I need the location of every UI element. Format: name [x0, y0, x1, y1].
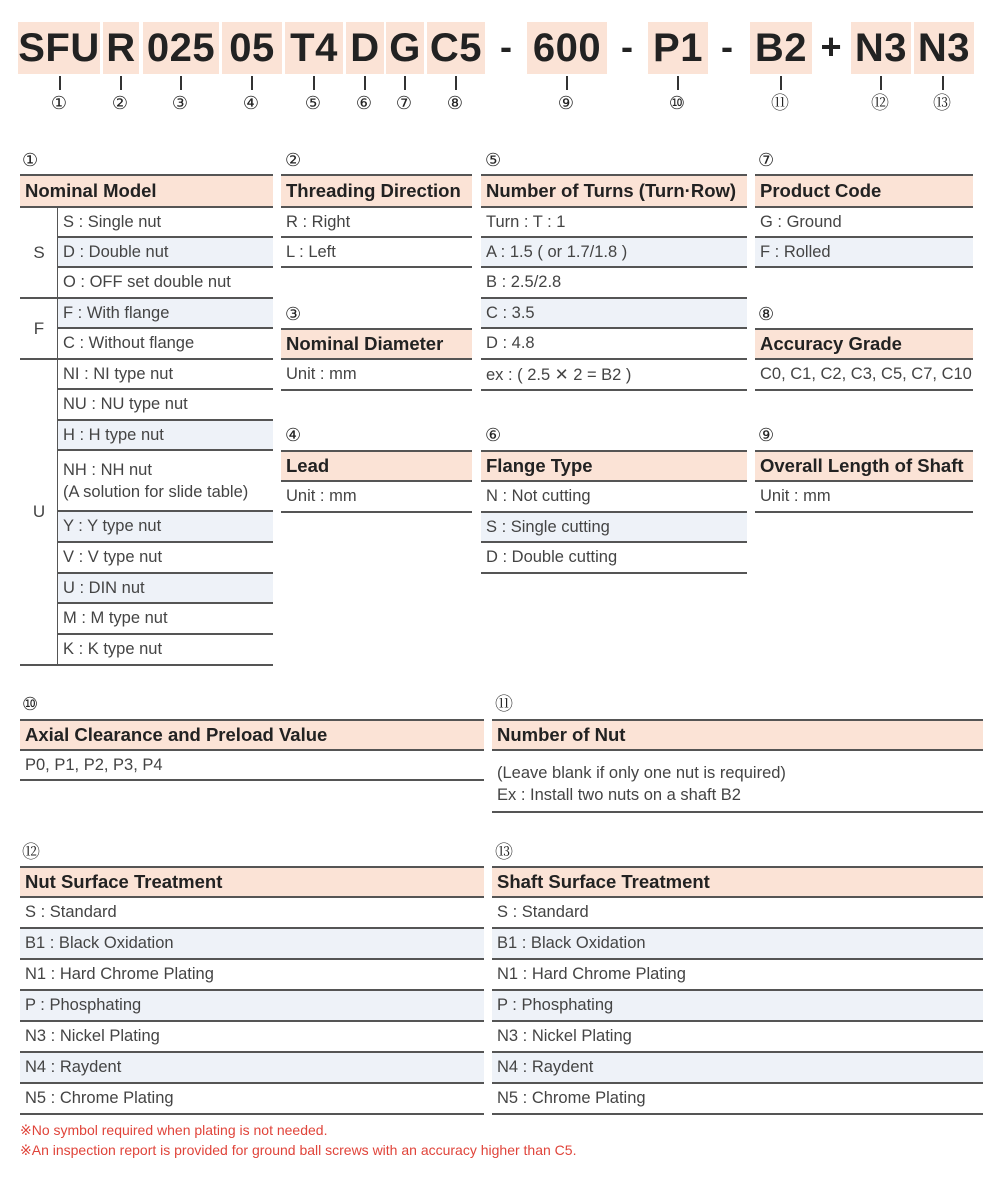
code-tick	[455, 76, 457, 90]
list-item: S : Single nut	[58, 208, 273, 238]
list-item: F : With flange	[58, 299, 273, 329]
footnote: ※An inspection report is provided for ground ball screws with an accuracy higher than C5.	[20, 1142, 577, 1158]
list-item: M : M type nut	[58, 604, 273, 635]
list-item: N1 : Hard Chrome Plating	[20, 960, 484, 991]
code-number: ⑫	[871, 93, 889, 113]
code-segment-nut-count: B2	[750, 22, 812, 74]
section-number: ⑬	[495, 842, 513, 862]
list-item: B1 : Black Oxidation	[20, 929, 484, 960]
section-title-nominal-diameter: Nominal Diameter	[281, 328, 472, 360]
code-segment-nut-surface: N3	[851, 22, 911, 74]
code-segment-flange-type: D	[346, 22, 384, 74]
code-tick	[120, 76, 122, 90]
code-number: ⑬	[933, 93, 951, 113]
section-number: ②	[285, 150, 302, 170]
code-tick	[404, 76, 406, 90]
code-number: ④	[242, 93, 260, 113]
section-title-axial-clearance: Axial Clearance and Preload Value	[20, 719, 484, 751]
section-title-product-code: Product Code	[755, 174, 973, 208]
code-tick	[880, 76, 882, 90]
list-item: NU : NU type nut	[58, 390, 273, 421]
list-item: C0, C1, C2, C3, C5, C7, C10	[755, 360, 973, 391]
code-segment-product-code: G	[386, 22, 424, 74]
list-item: G : Ground	[755, 208, 973, 238]
list-item-line: Ex : Install two nuts on a shaft B2	[497, 786, 741, 804]
code-dash-2: -	[621, 26, 633, 67]
code-segment-thread-direction: R	[103, 22, 139, 74]
list-item: F : Rolled	[755, 238, 973, 268]
list-item: H : H type nut	[58, 421, 273, 451]
code-number: ⑥	[355, 93, 373, 113]
list-item: N5 : Chrome Plating	[492, 1084, 983, 1115]
group-label-u: U	[20, 360, 58, 666]
code-tick	[364, 76, 366, 90]
section-number: ④	[285, 425, 302, 445]
code-number: ⑩	[668, 93, 686, 113]
section-title-nominal-model: Nominal Model	[20, 174, 273, 208]
list-item: U : DIN nut	[58, 574, 273, 604]
list-item	[492, 751, 983, 813]
code-tick	[251, 76, 253, 90]
list-item: N1 : Hard Chrome Plating	[492, 960, 983, 991]
code-segment-accuracy: C5	[427, 22, 485, 74]
code-number: ⑦	[395, 93, 413, 113]
list-item: N : Not cutting	[481, 482, 747, 513]
list-item: L : Left	[281, 238, 472, 268]
code-number: ⑪	[771, 93, 789, 113]
list-item: Unit : mm	[755, 482, 973, 513]
section-title-threading-direction: Threading Direction	[281, 174, 472, 208]
list-item: K : K type nut	[58, 635, 273, 666]
list-item: N4 : Raydent	[492, 1053, 983, 1084]
list-item: C : 3.5	[481, 299, 747, 329]
section-title-lead: Lead	[281, 450, 472, 482]
section-title-accuracy-grade: Accuracy Grade	[755, 328, 973, 360]
code-tick	[566, 76, 568, 90]
list-item: Unit : mm	[281, 482, 472, 513]
code-number: ②	[111, 93, 129, 113]
section-number: ③	[285, 304, 302, 324]
list-item: Turn : T : 1	[481, 208, 747, 238]
code-segment-preload: P1	[648, 22, 708, 74]
list-item: R : Right	[281, 208, 472, 238]
section-number: ⑨	[758, 425, 775, 445]
list-item: S : Standard	[20, 898, 484, 929]
code-tick	[780, 76, 782, 90]
list-item: O : OFF set double nut	[58, 268, 273, 299]
code-tick	[942, 76, 944, 90]
list-item: P : Phosphating	[492, 991, 983, 1022]
section-number: ⑤	[485, 150, 502, 170]
group-label-s: S	[20, 208, 58, 299]
list-item-line: (A solution for slide table)	[63, 482, 249, 501]
code-segment-nominal-diameter: 025	[143, 22, 219, 74]
footnote: ※No symbol required when plating is not needed.	[20, 1122, 328, 1138]
code-number: ⑤	[304, 93, 322, 113]
code-segment-shaft-surface: N3	[914, 22, 974, 74]
list-item: V : V type nut	[58, 543, 273, 574]
code-plus: +	[820, 26, 842, 67]
list-item: D : 4.8	[481, 329, 747, 360]
section-title-nut-surface: Nut Surface Treatment	[20, 866, 484, 898]
code-segment-turns: T4	[285, 22, 343, 74]
list-item: B : 2.5/2.8	[481, 268, 747, 299]
list-item: N5 : Chrome Plating	[20, 1084, 484, 1115]
code-number: ⑨	[557, 93, 575, 113]
section-number: ⑧	[758, 304, 775, 324]
list-item: C : Without flange	[58, 329, 273, 360]
list-item-line: NH : NH nut	[63, 460, 152, 479]
section-title-shaft-surface: Shaft Surface Treatment	[492, 866, 983, 898]
list-item: S : Single cutting	[481, 513, 747, 543]
code-number: ①	[50, 93, 68, 113]
code-segment-lead: 05	[222, 22, 282, 74]
list-item: Unit : mm	[281, 360, 472, 391]
section-number: ①	[22, 150, 39, 170]
list-item: B1 : Black Oxidation	[492, 929, 983, 960]
list-item: Y : Y type nut	[58, 512, 273, 543]
list-item: N4 : Raydent	[20, 1053, 484, 1084]
list-item: N3 : Nickel Plating	[492, 1022, 983, 1053]
section-title-number-of-turns: Number of Turns (Turn·Row)	[481, 174, 747, 208]
list-item: A : 1.5 ( or 1.7/1.8 )	[481, 238, 747, 268]
list-item-line: (Leave blank if only one nut is required)	[497, 764, 786, 782]
list-item: NI : NI type nut	[58, 360, 273, 390]
section-number: ⑦	[758, 150, 775, 170]
code-tick	[313, 76, 315, 90]
code-tick	[180, 76, 182, 90]
section-title-number-of-nut: Number of Nut	[492, 719, 983, 751]
list-item: ex : ( 2.5 ✕ 2 = B2 )	[481, 360, 747, 391]
section-number: ⑪	[495, 694, 513, 714]
list-item: N3 : Nickel Plating	[20, 1022, 484, 1053]
list-item: D : Double nut	[58, 238, 273, 268]
list-item	[58, 451, 273, 512]
section-title-overall-length: Overall Length of Shaft	[755, 450, 973, 482]
code-tick	[59, 76, 61, 90]
code-tick	[677, 76, 679, 90]
code-segment-shaft-length: 600	[527, 22, 607, 74]
section-number: ⑩	[22, 694, 39, 714]
list-item: D : Double cutting	[481, 543, 747, 574]
section-number: ⑫	[22, 842, 40, 862]
list-item: P : Phosphating	[20, 991, 484, 1022]
code-dash-1: -	[500, 26, 512, 67]
group-label-f: F	[20, 299, 58, 360]
section-number: ⑥	[485, 425, 502, 445]
code-dash-3: -	[721, 26, 733, 67]
code-segment-nominal-model: SFU	[18, 22, 100, 74]
section-title-flange-type: Flange Type	[481, 450, 747, 482]
code-number: ⑧	[446, 93, 464, 113]
code-number: ③	[171, 93, 189, 113]
list-item: P0, P1, P2, P3, P4	[20, 751, 484, 781]
list-item: S : Standard	[492, 898, 983, 929]
